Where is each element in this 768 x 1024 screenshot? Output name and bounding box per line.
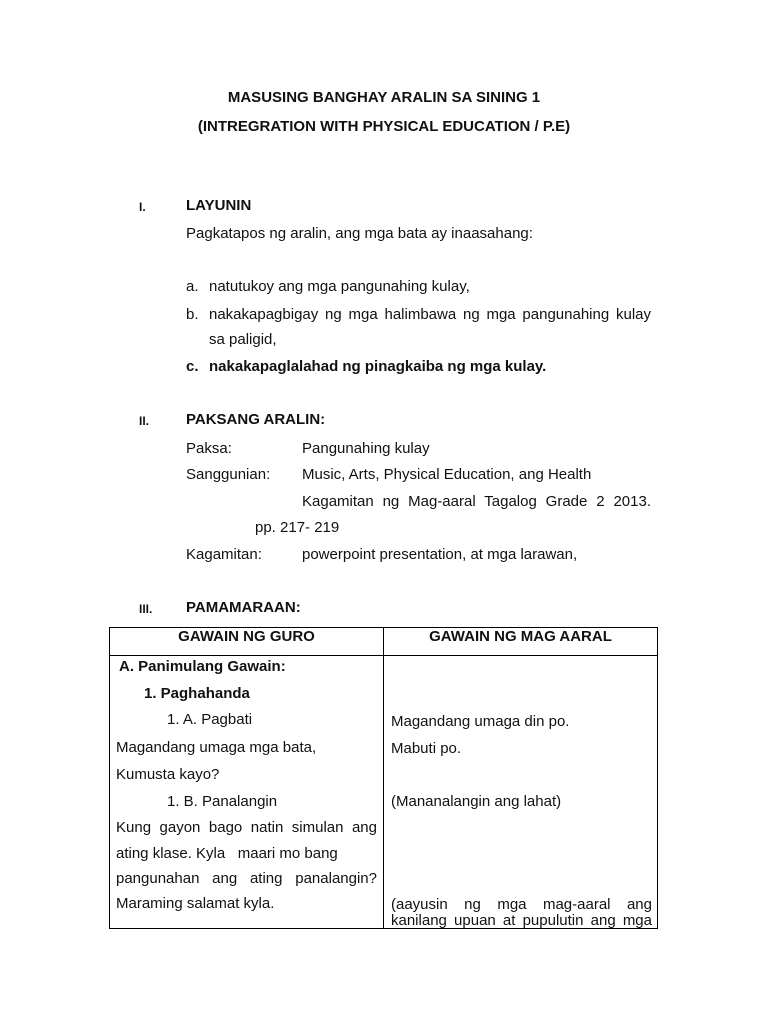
section1-numeral: I.	[139, 200, 146, 214]
objective-a-text: natutukoy ang mga pangunahing kulay,	[209, 278, 470, 295]
guro-prayer-line1: Kung gayon bago natin simulan ang	[116, 819, 377, 836]
section2-heading: PAKSANG ARALIN:	[186, 411, 326, 428]
section3-heading: PAMAMARAAN:	[186, 599, 301, 616]
aaral-reply-arrange-line1: (aayusin ng mga mag-aaral ang	[391, 896, 652, 913]
objective-b-text: nakakapagbigay ng mga halimbawa ng mga pangunahing kulay	[209, 306, 651, 323]
section2-numeral: II.	[139, 414, 150, 428]
panimulang-gawain: A. Panimulang Gawain:	[119, 658, 286, 675]
sanggunian-line1: Music, Arts, Physical Education, ang Health	[302, 466, 592, 483]
aaral-reply-arrange-line2: kanilang upuan at pupulutin ang mga	[391, 912, 652, 929]
objective-b-text-cont: sa paligid,	[209, 331, 277, 348]
paksa-label: Paksa:	[186, 440, 232, 457]
guro-prayer-line2: ating klase. Kyla maari mo bang	[116, 845, 338, 862]
aaral-reply-status: Mabuti po.	[391, 740, 462, 757]
objective-c-marker: c.	[186, 358, 199, 375]
section1-intro: Pagkatapos ng aralin, ang mga bata ay inaasahang:	[186, 225, 533, 242]
sanggunian-label: Sanggunian:	[186, 466, 271, 483]
guro-greeting-2: Kumusta kayo?	[116, 766, 220, 783]
table-header-mag-aaral: GAWAIN NG MAG AARAL	[429, 628, 612, 645]
objective-b-marker: b.	[186, 306, 199, 323]
guro-prayer-line4: Maraming salamat kyla.	[116, 895, 275, 912]
aaral-reply-greeting: Magandang umaga din po.	[391, 713, 570, 730]
panalangin: 1. B. Panalangin	[167, 793, 278, 810]
pagbati: 1. A. Pagbati	[167, 711, 253, 728]
kagamitan-label: Kagamitan:	[186, 546, 262, 563]
guro-greeting: Magandang umaga mga bata,	[116, 739, 317, 756]
sanggunian-pages: pp. 217- 219	[255, 519, 340, 536]
section1-heading: LAYUNIN	[186, 197, 252, 214]
table-header-divider	[109, 655, 658, 656]
paghahanda: 1. Paghahanda	[144, 685, 250, 702]
sanggunian-line2: Kagamitan ng Mag-aaral Tagalog Grade 2 2013.	[302, 493, 651, 510]
aaral-reply-prayer: (Mananalangin ang lahat)	[391, 793, 562, 810]
table-header-guro: GAWAIN NG GURO	[178, 628, 315, 645]
guro-prayer-line3: pangunahan ang ating panalangin?	[116, 870, 377, 887]
paksa-value: Pangunahing kulay	[302, 440, 430, 457]
objective-a-marker: a.	[186, 278, 199, 295]
kagamitan-value: powerpoint presentation, at mga larawan,	[302, 546, 578, 563]
objective-c-text: nakakapaglalahad ng pinagkaiba ng mga kulay.	[209, 358, 547, 375]
document-title: MASUSING BANGHAY ARALIN SA SINING 1	[227, 89, 541, 106]
table-column-divider	[383, 627, 384, 929]
section3-numeral: III.	[139, 602, 153, 616]
document-subtitle: (INTREGRATION WITH PHYSICAL EDUCATION / P.E)	[197, 118, 571, 135]
